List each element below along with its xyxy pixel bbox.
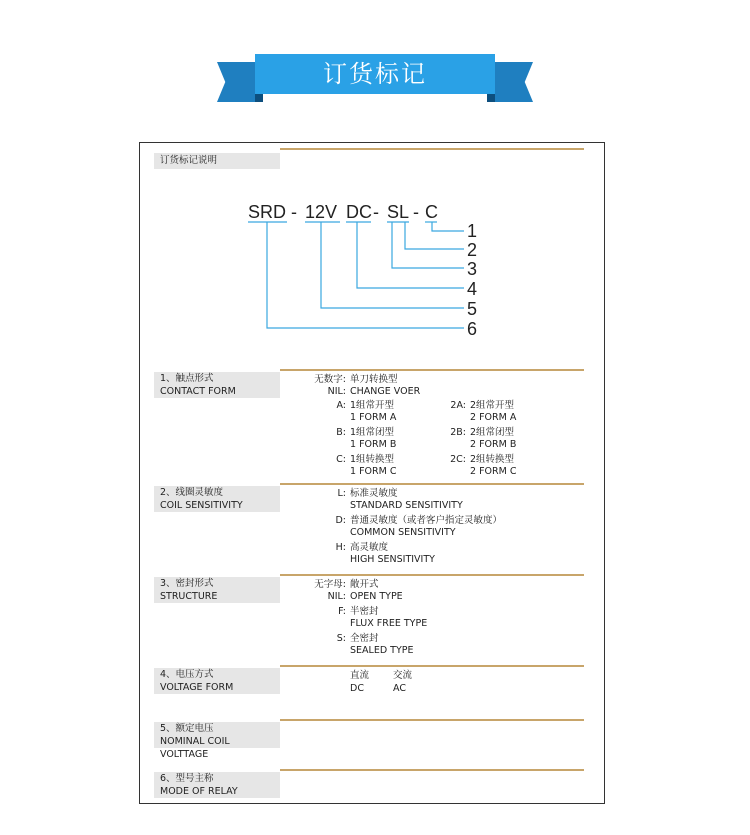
- section-1-heading: [154, 372, 280, 398]
- code-dash-1: -: [291, 202, 297, 222]
- section-4-title-cn: 4、电压方式: [160, 669, 214, 680]
- section-2-heading: [154, 486, 280, 512]
- s1-key-2: 2B:: [450, 427, 466, 438]
- index-3: 3: [467, 259, 478, 279]
- s1-value-2: 2组常闭型: [470, 427, 515, 438]
- code-part-sl: SL: [387, 202, 410, 222]
- section-4-rule: [280, 665, 584, 667]
- s1-value-en: 1 FORM C: [350, 466, 397, 477]
- s1-value-en: 1 FORM A: [350, 412, 397, 423]
- code-part-srd: SRD: [248, 202, 287, 222]
- section-3-heading: [154, 577, 280, 603]
- s3-value: OPEN TYPE: [350, 591, 403, 602]
- intro-title: 订货标记说明: [160, 155, 218, 166]
- s3-value: 全密封: [350, 633, 379, 644]
- s2-value: 标准灵敏度: [350, 488, 398, 499]
- s1-value: 单刀转换型: [350, 374, 398, 385]
- s1-key: B:: [336, 427, 346, 438]
- index-4: 4: [467, 279, 478, 299]
- code-dash-3: -: [413, 202, 419, 222]
- section-3-title-cn: 3、密封形式: [160, 578, 214, 589]
- index-6: 6: [467, 319, 478, 339]
- section-5-title-en: NOMINAL COIL VOLTTAGE: [160, 736, 230, 760]
- s3-value: 敞开式: [350, 579, 379, 590]
- s2-value-en: STANDARD SENSITIVITY: [350, 500, 463, 511]
- section-5-heading: [154, 722, 280, 760]
- section-2-title-cn: 2、线圈灵敏度: [160, 487, 224, 498]
- s3-key: 无字母:: [314, 579, 346, 590]
- code-dash-2: -: [373, 202, 379, 222]
- s4-dc-en: DC: [350, 683, 364, 694]
- s2-value: 高灵敏度: [350, 542, 389, 553]
- s1-value-2: 2组常开型: [470, 400, 515, 411]
- index-2: 2: [467, 240, 478, 260]
- leader-3: [392, 222, 464, 268]
- banner-title: 订货标记: [255, 54, 495, 94]
- s3-key: S:: [336, 633, 346, 644]
- s2-key: D:: [335, 515, 346, 526]
- section-1-title-cn: 1、触点形式: [160, 373, 214, 384]
- code-part-c: C: [425, 202, 438, 222]
- section-3-title-en: STRUCTURE: [160, 591, 218, 602]
- s1-value: 1组常开型: [350, 400, 395, 411]
- code-part-voltage: 12V: [305, 202, 338, 222]
- s4-ac-cn: 交流: [393, 670, 413, 681]
- leader-2: [405, 222, 464, 249]
- s1-key: NIL:: [327, 386, 346, 397]
- s2-key: H:: [335, 542, 346, 553]
- section-5-rule: [280, 719, 584, 721]
- s2-value: 普通灵敏度（或者客户指定灵敏度）: [350, 515, 503, 526]
- s1-key: C:: [336, 454, 346, 465]
- s4-dc-cn: 直流: [350, 670, 370, 681]
- s1-value-2-en: 2 FORM B: [470, 439, 517, 450]
- leader-1: [432, 222, 464, 231]
- s1-key-2: 2A:: [450, 400, 466, 411]
- code-diagram: [0, 0, 750, 340]
- s1-value-2: 2组转换型: [470, 454, 515, 465]
- section-6-rule: [280, 769, 584, 771]
- s1-value: 1组转换型: [350, 454, 395, 465]
- s2-value-en: COMMON SENSITIVITY: [350, 527, 456, 538]
- section-1-title-en: CONTACT FORM: [160, 386, 236, 397]
- s3-value-en: FLUX FREE TYPE: [350, 618, 428, 629]
- s3-key: NIL:: [327, 591, 346, 602]
- section-6-heading: [154, 772, 280, 798]
- s1-value: CHANGE VOER: [350, 386, 421, 397]
- section-2-rule: [280, 483, 584, 485]
- s1-value-en: 1 FORM B: [350, 439, 397, 450]
- s1-value-2-en: 2 FORM A: [470, 412, 517, 423]
- s4-ac-en: AC: [393, 683, 406, 694]
- s1-value: 1组常闭型: [350, 427, 395, 438]
- section-6-title-en: MODE OF RELAY: [160, 786, 238, 797]
- index-5: 5: [467, 299, 478, 319]
- section-4-heading: [154, 668, 280, 694]
- s3-value-en: SEALED TYPE: [350, 645, 414, 656]
- leader-6: [267, 222, 464, 328]
- index-1: 1: [467, 221, 478, 241]
- leader-4: [357, 222, 464, 288]
- s1-key: A:: [336, 400, 346, 411]
- code-part-dc: DC: [346, 202, 372, 222]
- s1-key: 无数字:: [314, 374, 346, 385]
- section-6-title-cn: 6、型号主称: [160, 773, 214, 784]
- section-4-title-en: VOLTAGE FORM: [160, 682, 234, 693]
- s2-key: L:: [337, 488, 346, 499]
- section-1-rule: [280, 369, 584, 371]
- s2-value-en: HIGH SENSITIVITY: [350, 554, 435, 565]
- s3-value: 半密封: [350, 606, 379, 617]
- section-5-title-cn: 5、额定电压: [160, 723, 214, 734]
- s1-key-2: 2C:: [450, 454, 466, 465]
- s1-value-2-en: 2 FORM C: [470, 466, 517, 477]
- section-3-rule: [280, 574, 584, 576]
- s3-key: F:: [338, 606, 346, 617]
- section-2-title-en: COIL SENSITIVITY: [160, 500, 243, 511]
